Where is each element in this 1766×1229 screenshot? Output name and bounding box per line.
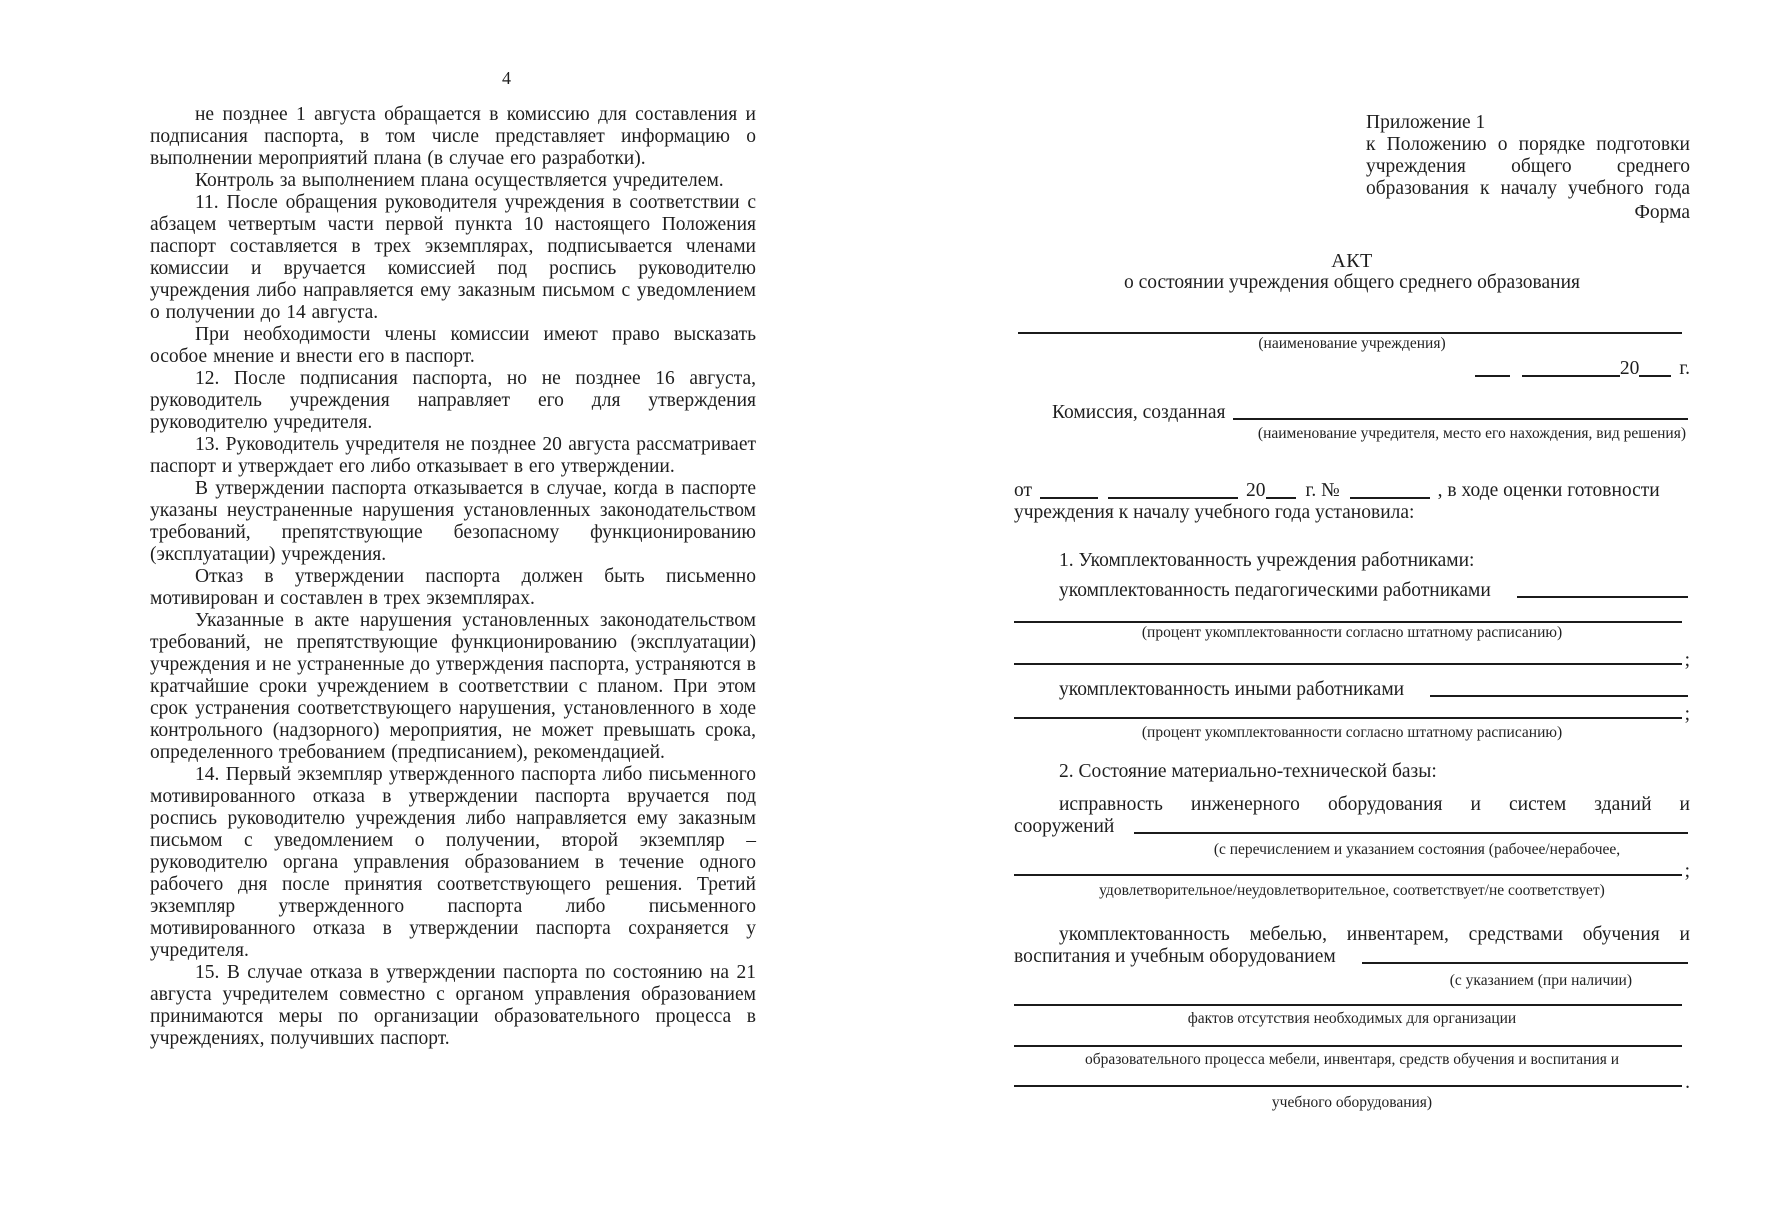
order-date-row [1014,480,1690,502]
furniture-caption-1: (с указанием (при наличии) [1449,972,1632,989]
section1-heading: 1. Укомплектованность учреждения работниками: [1059,550,1475,571]
page-right [1014,112,1690,1111]
body-paragraph: 11. После обращения руководителя учреждения в соответствии с абзацем четвертым части первой пункта 10 настоящего Положения паспорт составляется в трех экземплярах, подписывается членами комиссии и вручается комиссией под роспись руководителю учреждения либо направляется ему заказным письмом с уведомлением о получении до 14 августа. [150,192,756,323]
equipment-line1: исправность инженерного оборудования и систем зданий и [1059,794,1690,815]
value-blank [1430,695,1688,697]
staffing-pedagogical-row [1014,580,1690,602]
year-prefix: 20 [1619,358,1640,379]
semicolon: ; [1684,704,1690,725]
furniture-line1: укомплектованность мебелью, инвентарем, средствами обучения и [1059,924,1690,945]
furniture-caption-3: образовательного процесса мебели, инвентаря, средств обучения и воспитания и [1084,1051,1620,1068]
day-blank [1040,480,1098,499]
institution-name-line [1018,332,1682,334]
page-left [150,68,756,1050]
month-blank [1108,480,1238,499]
equipment-caption-1: (с перечислением и указанием состояния (рабочее/нерабочее, [1213,841,1621,858]
founder-caption: (наименование учредителя, место его нахождения, вид решения) [1257,425,1686,442]
fill-line-row [1014,705,1690,723]
value-blank [1362,962,1688,964]
from-label: от [1014,480,1033,501]
date-row [1014,358,1690,380]
staffing-pedagogical-label: укомплектованность педагогическими работниками [1059,580,1491,601]
body-paragraph: 12. После подписания паспорта, но не позднее 16 августа, руководитель учреждения направляет его для утверждения руководителю учредителя. [150,368,756,433]
body-paragraph: Отказ в утверждении паспорта должен быть письменно мотивирован и составлен в трех экземплярах. [150,566,756,609]
year-blank [1266,480,1296,499]
body-paragraph: не позднее 1 августа обращается в комиссию для составления и подписания паспорта, в том числе представляет информацию о выполнении мероприятий плана (в случае его разработки). [150,104,756,169]
form-label: Форма [1634,202,1690,223]
appendix-line: Приложение 1 [1366,112,1486,133]
appendix-line: учреждения общего среднего [1366,156,1690,177]
value-blank [1134,832,1688,834]
g-no-label: г. № [1305,480,1340,501]
fill-line-row [1014,651,1690,669]
commission-row [1014,402,1690,424]
page-number: 4 [502,68,511,88]
body-paragraph: 14. Первый экземпляр утвержденного паспорта либо письменного мотивированного отказа в утверждении паспорта вручается под роспись руководителю учреждения либо направляется ему заказным письмом с уведомлением о получении, второй экземпляр – руководителю органа управления образованием в течение одного рабочего дня после принятия соответствующего решения. Третий экземпляр утвержденного паспорта либо письменного мотивированного отказа в утверждении паспорта сохраняется у учредителя. [150,764,756,961]
institution-name-caption: (наименование учреждения) [1258,335,1446,352]
act-subtitle: о состоянии учреждения общего среднего образования [1124,272,1580,293]
body-paragraph: Контроль за выполнением плана осуществляется учредителем. [195,170,724,191]
commission-blank [1233,418,1688,420]
number-blank [1350,480,1430,499]
act-title: АКТ [1331,250,1373,272]
fill-line [1014,663,1682,665]
fill-line [1014,1045,1682,1047]
appendix-line: образования к началу учебного года [1366,178,1690,199]
equipment-caption-2: удовлетворительное/неудовлетворительное, соответствует/не соответствует) [1099,882,1605,899]
period: . [1685,1072,1690,1093]
year-blank [1639,358,1671,377]
percent-caption: (процент укомплектованности согласно штатному расписанию) [1141,724,1563,741]
commission-lead: Комиссия, созданная [1052,402,1226,423]
fill-line-row [1014,862,1690,880]
staffing-other-row [1014,679,1690,701]
section2-heading: 2. Состояние материально-технической базы: [1059,761,1437,782]
year-suffix: г. [1679,358,1690,379]
fill-line [1014,621,1682,623]
fill-line [1014,1085,1682,1087]
semicolon: ; [1684,861,1690,882]
appendix-line: к Положению о порядке подготовки [1366,134,1690,155]
staffing-other-label: укомплектованность иными работниками [1059,679,1405,700]
appendix-block [1366,112,1690,200]
year-prefix: 20 [1246,480,1266,501]
equipment-line2-lead: сооружений [1014,816,1115,837]
semicolon: ; [1684,650,1690,671]
fill-line [1014,874,1682,876]
established-line: учреждения к началу учебного года установила: [1014,502,1415,523]
furniture-caption-4: учебного оборудования) [1271,1094,1433,1111]
ot-tail: , в ходе оценки готовности [1437,480,1660,501]
furniture-line2-row [1014,946,1690,968]
body-paragraph: При необходимости члены комиссии имеют право высказать особое мнение и внести его в паспорт. [150,324,756,367]
fill-line [1014,717,1682,719]
month-blank [1522,358,1620,377]
body-paragraph: Указанные в акте нарушения установленных законодательством требований, не препятствующие функционированию (эксплуатации) учреждения и не устраненные до утверждения паспорта, устраняются в кратчайшие сроки учреждением в соответствии с планом. При этом срок устранения соответствующего нарушения, установленного в ходе контрольного (надзорного) мероприятия, не может превышать срока, определенного требованием (предписанием), рекомендацией. [150,610,756,763]
fill-line-row [1014,1073,1690,1091]
body-paragraph: 15. В случае отказа в утверждении паспорта по состоянию на 21 августа учредителем совместно с органом управления образованием принимаются меры по организации образовательного процесса в учреждениях, получивших паспорт. [150,962,756,1049]
percent-caption: (процент укомплектованности согласно штатному расписанию) [1141,624,1563,641]
day-blank [1475,358,1510,377]
value-blank [1517,596,1688,598]
equipment-line2-row [1014,816,1690,838]
fill-line [1014,1004,1682,1006]
furniture-caption-2: фактов отсутствия необходимых для организации [1187,1010,1517,1027]
body-paragraph: В утверждении паспорта отказывается в случае, когда в паспорте указаны неустраненные нарушения установленных законодательством требований, препятствующие безопасному функционированию (эксплуатации) учреждения. [150,478,756,565]
furniture-line2-lead: воспитания и учебным оборудованием [1014,946,1336,967]
body-paragraph: 13. Руководитель учредителя не позднее 20 августа рассматривает паспорт и утверждает его либо отказывает в его утверждении. [150,434,756,477]
